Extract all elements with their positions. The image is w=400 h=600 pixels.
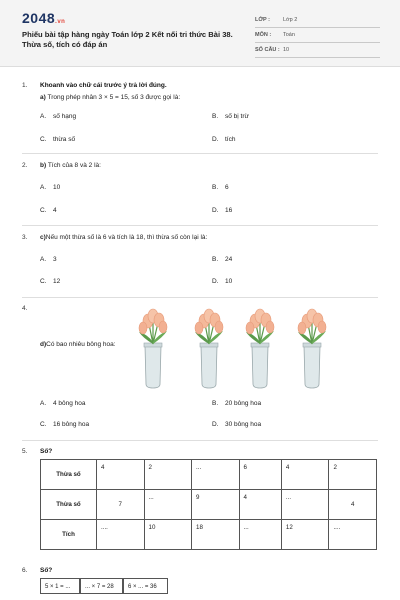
table-row (41, 520, 377, 550)
table-row (41, 490, 377, 520)
table-cell[interactable]: 6 (239, 460, 281, 490)
option-2d[interactable]: D. 16 (212, 207, 233, 214)
meta-class: LỚP : Lớp 2 (255, 14, 380, 28)
option-2a[interactable]: A. 10 (40, 184, 61, 191)
flower-vases-illustration (0, 302, 400, 392)
question-2-text: b) Tích của 8 và 2 là: (40, 162, 101, 169)
option-2c[interactable]: C. 4 (40, 207, 57, 214)
table-cell[interactable]: ... (239, 520, 281, 550)
option-3b[interactable]: B. 24 (212, 256, 233, 263)
question-3-text: c)Nếu một thừa số là 6 và tích là 18, thì thừa số còn lại là: (40, 234, 208, 241)
divider (22, 297, 378, 298)
row-header: Thừa số (41, 490, 97, 520)
expression-box-3[interactable]: 6 × ... = 36 (123, 578, 168, 594)
option-3a[interactable]: A. 3 (40, 256, 57, 263)
question-1-instruction: Khoanh vào chữ cái trước ý trả lời đúng. (40, 82, 167, 89)
option-3c[interactable]: C. 12 (40, 278, 61, 285)
question-4-text: d)Có bao nhiêu bông hoa: (40, 341, 116, 348)
row-header: Thừa số (41, 460, 97, 490)
flower-vase-2 (195, 309, 223, 388)
table-cell[interactable]: 10 (144, 520, 192, 550)
question-6-title: Số? (40, 567, 53, 574)
table-cell[interactable]: 4 (239, 490, 281, 520)
table-cell[interactable]: 7 (97, 490, 145, 520)
table-cell[interactable]: ... (281, 490, 329, 520)
table-cell[interactable]: 4 (329, 490, 377, 520)
table-cell[interactable]: 9 (192, 490, 240, 520)
question-3-number: 3. (22, 234, 28, 241)
table-cell[interactable]: 4 (97, 460, 145, 490)
option-1c[interactable]: C. thừa số (40, 136, 76, 143)
expression-box-2[interactable]: ... × 7 = 28 (80, 578, 123, 594)
meta-subject: MÔN : Toán (255, 29, 380, 43)
option-4b[interactable]: B. 20 bông hoa (212, 400, 262, 407)
divider (22, 440, 378, 441)
table-row (41, 460, 377, 490)
factor-product-table (40, 459, 377, 550)
option-4a[interactable]: A. 4 bông hoa (40, 400, 86, 407)
question-5-number: 5. (22, 448, 28, 455)
question-2-number: 2. (22, 162, 28, 169)
option-1a[interactable]: A. số hạng (40, 113, 77, 120)
flower-vase-1 (139, 309, 167, 388)
flower-vase-3 (246, 309, 274, 388)
question-5-title: Số? (40, 448, 53, 455)
table-cell[interactable]: 4 (281, 460, 329, 490)
option-1b[interactable]: B. số bị trừ (212, 113, 249, 120)
table-cell[interactable]: .... (97, 520, 145, 550)
expression-box-1[interactable]: 5 × 1 = ... (40, 578, 80, 594)
option-2b[interactable]: B. 6 (212, 184, 229, 191)
divider (22, 225, 378, 226)
worksheet-title: Phiếu bài tập hàng ngày Toán lớp 2 Kết nối tri thức Bài 38. Thừa số, tích có đáp án (22, 30, 233, 49)
table-cell[interactable]: 12 (281, 520, 329, 550)
table-cell[interactable]: ... (192, 460, 240, 490)
option-3d[interactable]: D. 10 (212, 278, 233, 285)
question-1-number: 1. (22, 82, 28, 89)
divider (22, 153, 378, 154)
option-1d[interactable]: D. tích (212, 136, 236, 143)
table-cell[interactable]: 18 (192, 520, 240, 550)
table-cell[interactable]: 2 (144, 460, 192, 490)
question-1-text: a) Trong phép nhân 3 × 5 = 15, số 3 được gọi là: (40, 94, 181, 101)
option-4c[interactable]: C. 16 bông hoa (40, 421, 90, 428)
table-cell[interactable]: 2 (329, 460, 377, 490)
question-4-number: 4. (22, 305, 28, 312)
meta-question-count: SỐ CÂU : 10 (255, 44, 380, 58)
site-logo[interactable]: 2048.vn (22, 10, 66, 26)
worksheet-header (0, 0, 400, 67)
option-4d[interactable]: D. 30 bông hoa (212, 421, 262, 428)
table-cell[interactable]: ... (144, 490, 192, 520)
question-6-number: 6. (22, 567, 28, 574)
table-cell[interactable]: .... (329, 520, 377, 550)
row-header: Tích (41, 520, 97, 550)
flower-vase-4 (298, 309, 326, 388)
